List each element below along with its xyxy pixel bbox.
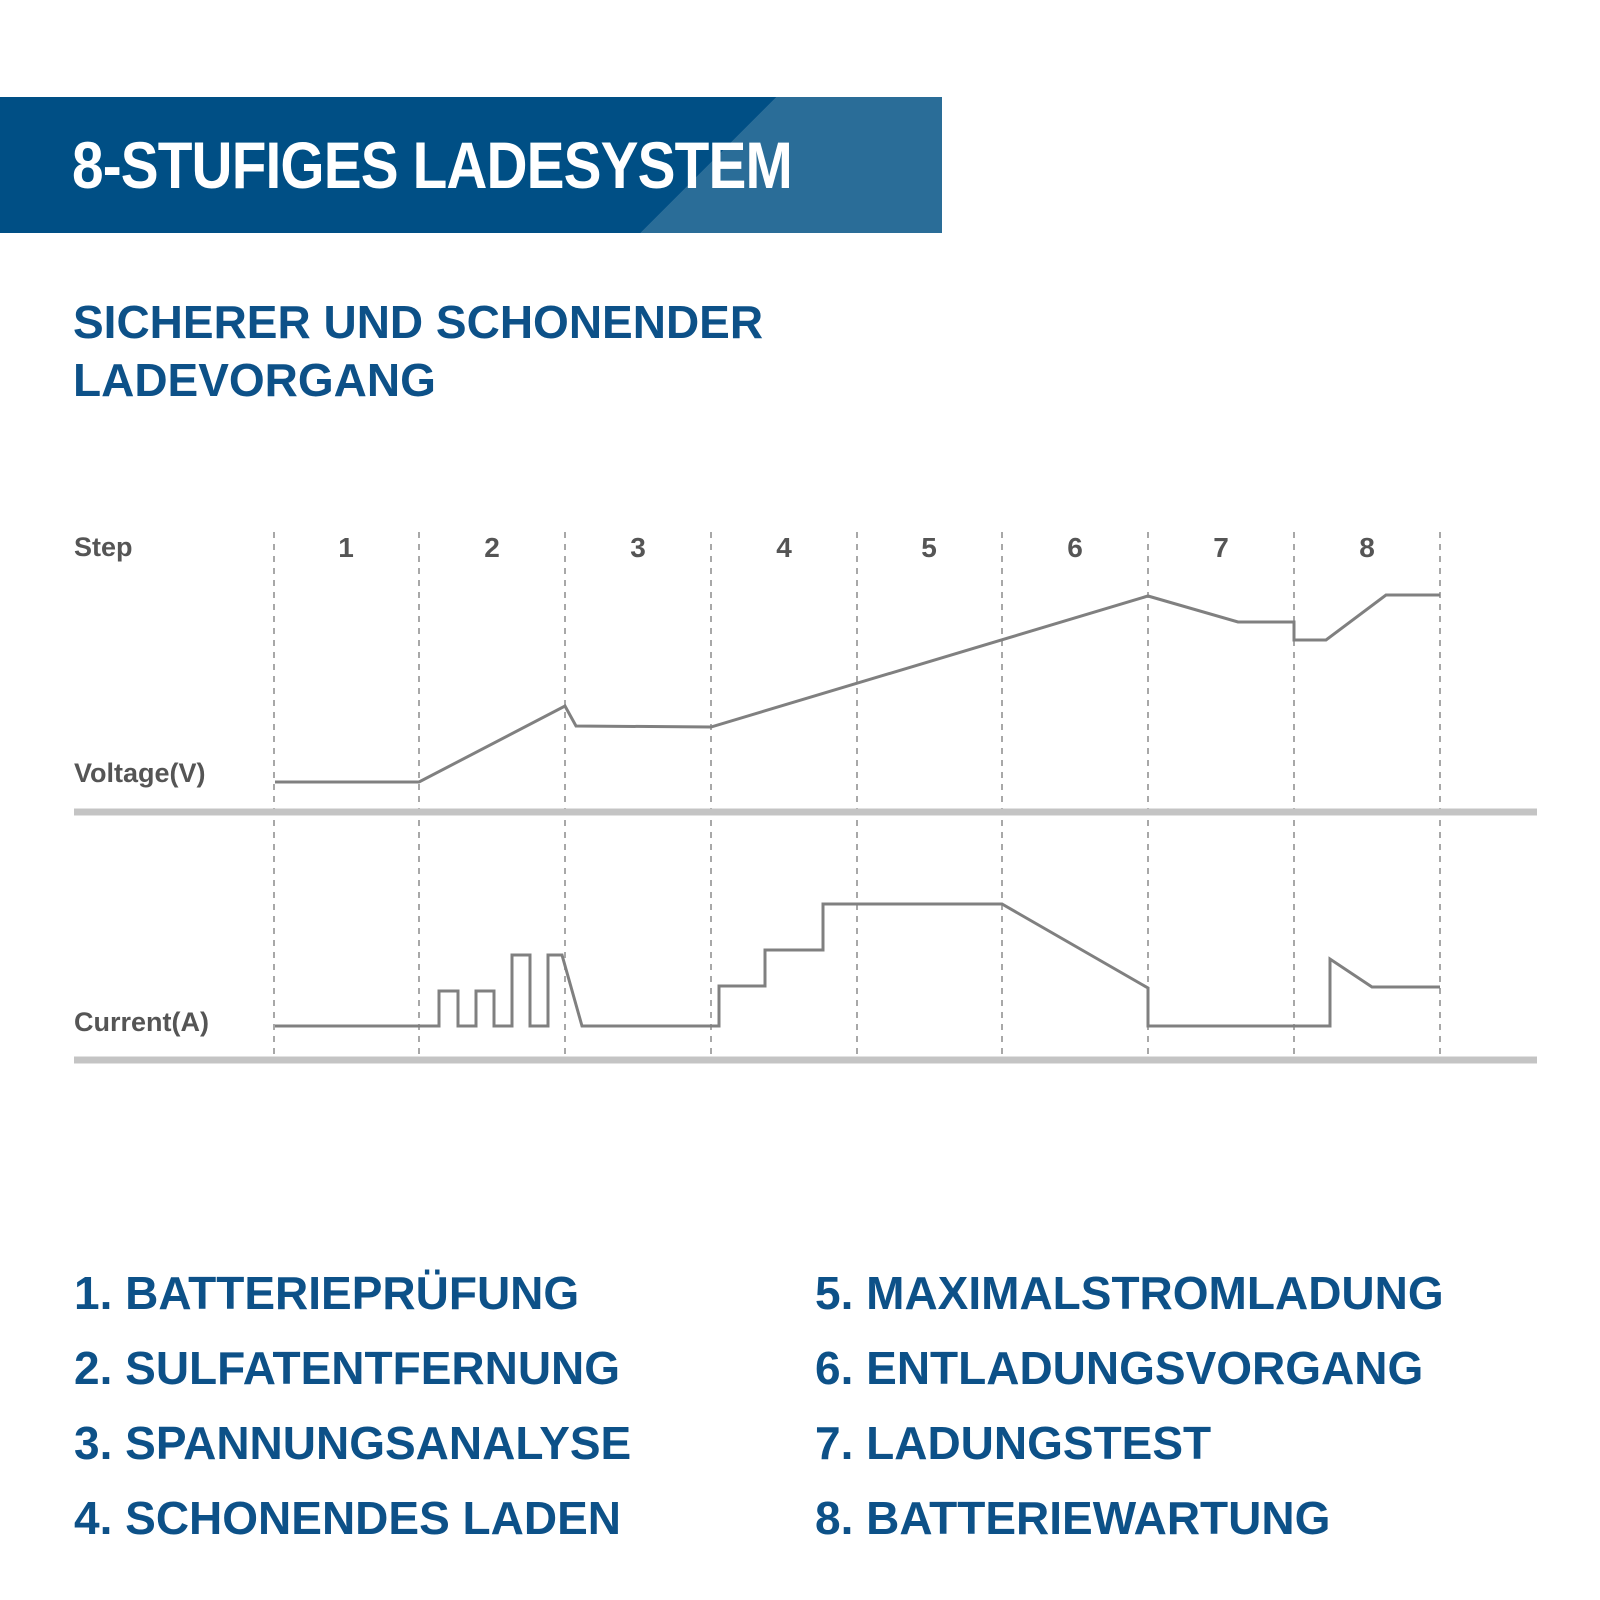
step-number: 5 — [921, 532, 937, 563]
subtitle-line-2: LADEVORGANG — [73, 354, 436, 406]
legend-item: 6. ENTLADUNGSVORGANG — [815, 1342, 1424, 1394]
legend-item: 1. BATTERIEPRÜFUNG — [74, 1267, 580, 1319]
step-number: 6 — [1067, 532, 1083, 563]
stage-legend-right — [815, 1256, 1444, 1556]
step-number: 4 — [776, 532, 792, 563]
legend-item: 7. LADUNGSTEST — [815, 1417, 1212, 1469]
current-axis-label: Current(A) — [74, 1007, 209, 1037]
step-row-label: Step — [74, 532, 133, 562]
step-number: 7 — [1213, 532, 1229, 563]
step-number: 3 — [630, 532, 646, 563]
stage-legend-left — [74, 1256, 631, 1556]
step-number: 1 — [338, 532, 354, 563]
stage-dividers — [274, 532, 1440, 1060]
legend-item: 8. BATTERIEWARTUNG — [815, 1492, 1331, 1544]
step-number: 2 — [484, 532, 500, 563]
subtitle-line-1: SICHERER UND SCHONENDER — [73, 296, 764, 348]
legend-item: 2. SULFATENTFERNUNG — [74, 1342, 621, 1394]
legend-item: 3. SPANNUNGSANALYSE — [74, 1417, 632, 1469]
page-title: 8-STUFIGES LADESYSTEM — [72, 128, 792, 202]
legend-item: 5. MAXIMALSTROMLADUNG — [815, 1267, 1444, 1319]
voltage-axis-label: Voltage(V) — [74, 758, 206, 788]
step-number: 8 — [1359, 532, 1375, 563]
legend-item: 4. SCHONENDES LADEN — [74, 1492, 621, 1544]
